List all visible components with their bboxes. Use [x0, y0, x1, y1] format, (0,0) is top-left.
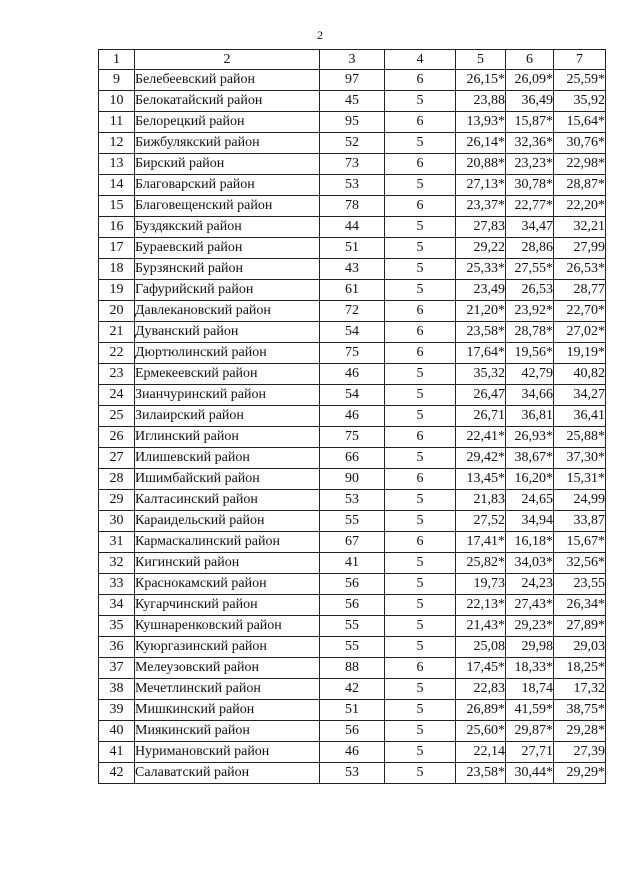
value-cell-5: 23,58*	[456, 322, 506, 343]
value-cell-3: 45	[320, 91, 385, 112]
value-cell-7: 28,77	[554, 280, 606, 301]
table-row	[99, 364, 606, 385]
value-cell-7: 26,34*	[554, 595, 606, 616]
table-row	[99, 259, 606, 280]
value-cell-6: 34,94	[506, 511, 554, 532]
row-number-cell: 41	[99, 742, 135, 763]
district-name-cell: Кушнаренковский район	[135, 616, 320, 637]
value-cell-3: 67	[320, 532, 385, 553]
value-cell-5: 23,37*	[456, 196, 506, 217]
district-name-cell: Мишкинский район	[135, 700, 320, 721]
district-name-cell: Илишевский район	[135, 448, 320, 469]
value-cell-4: 5	[385, 490, 456, 511]
value-cell-6: 26,53	[506, 280, 554, 301]
value-cell-5: 26,14*	[456, 133, 506, 154]
table-row	[99, 154, 606, 175]
value-cell-5: 22,13*	[456, 595, 506, 616]
value-cell-4: 6	[385, 427, 456, 448]
value-cell-7: 15,31*	[554, 469, 606, 490]
value-cell-7: 34,27	[554, 385, 606, 406]
value-cell-5: 20,88*	[456, 154, 506, 175]
table-row	[99, 301, 606, 322]
row-number-cell: 21	[99, 322, 135, 343]
value-cell-5: 27,52	[456, 511, 506, 532]
district-name-cell: Благоварский район	[135, 175, 320, 196]
value-cell-6: 28,78*	[506, 322, 554, 343]
value-cell-4: 5	[385, 385, 456, 406]
value-cell-3: 52	[320, 133, 385, 154]
value-cell-3: 41	[320, 553, 385, 574]
value-cell-3: 55	[320, 511, 385, 532]
district-name-cell: Давлекановский район	[135, 301, 320, 322]
value-cell-7: 28,87*	[554, 175, 606, 196]
district-name-cell: Зианчуринский район	[135, 385, 320, 406]
value-cell-7: 26,53*	[554, 259, 606, 280]
district-name-cell: Калтасинский район	[135, 490, 320, 511]
value-cell-6: 23,92*	[506, 301, 554, 322]
value-cell-3: 55	[320, 616, 385, 637]
value-cell-3: 88	[320, 658, 385, 679]
value-cell-7: 27,99	[554, 238, 606, 259]
value-cell-5: 27,83	[456, 217, 506, 238]
value-cell-4: 6	[385, 154, 456, 175]
value-cell-7: 27,39	[554, 742, 606, 763]
row-number-cell: 14	[99, 175, 135, 196]
value-cell-7: 35,92	[554, 91, 606, 112]
value-cell-7: 38,75*	[554, 700, 606, 721]
table-row	[99, 217, 606, 238]
value-cell-5: 22,14	[456, 742, 506, 763]
value-cell-6: 29,98	[506, 637, 554, 658]
value-cell-7: 30,76*	[554, 133, 606, 154]
value-cell-3: 44	[320, 217, 385, 238]
value-cell-5: 21,20*	[456, 301, 506, 322]
value-cell-4: 5	[385, 280, 456, 301]
value-cell-7: 29,29*	[554, 763, 606, 784]
value-cell-6: 16,20*	[506, 469, 554, 490]
value-cell-6: 41,59*	[506, 700, 554, 721]
value-cell-3: 53	[320, 490, 385, 511]
value-cell-7: 27,89*	[554, 616, 606, 637]
value-cell-6: 27,71	[506, 742, 554, 763]
value-cell-5: 35,32	[456, 364, 506, 385]
value-cell-7: 36,41	[554, 406, 606, 427]
value-cell-4: 5	[385, 679, 456, 700]
table-row	[99, 553, 606, 574]
column-header: 3	[320, 50, 385, 70]
value-cell-5: 26,47	[456, 385, 506, 406]
value-cell-3: 56	[320, 574, 385, 595]
value-cell-7: 22,98*	[554, 154, 606, 175]
value-cell-6: 36,81	[506, 406, 554, 427]
value-cell-6: 22,77*	[506, 196, 554, 217]
value-cell-4: 5	[385, 133, 456, 154]
row-number-cell: 12	[99, 133, 135, 154]
table-row	[99, 658, 606, 679]
district-name-cell: Зилаирский район	[135, 406, 320, 427]
row-number-cell: 19	[99, 280, 135, 301]
value-cell-7: 17,32	[554, 679, 606, 700]
value-cell-6: 18,74	[506, 679, 554, 700]
table-row	[99, 511, 606, 532]
value-cell-5: 25,08	[456, 637, 506, 658]
value-cell-5: 13,45*	[456, 469, 506, 490]
table-row	[99, 637, 606, 658]
row-number-cell: 35	[99, 616, 135, 637]
value-cell-3: 95	[320, 112, 385, 133]
district-name-cell: Буздякский район	[135, 217, 320, 238]
row-number-cell: 29	[99, 490, 135, 511]
value-cell-4: 5	[385, 91, 456, 112]
value-cell-6: 24,65	[506, 490, 554, 511]
value-cell-7: 18,25*	[554, 658, 606, 679]
row-number-cell: 36	[99, 637, 135, 658]
district-name-cell: Кигинский район	[135, 553, 320, 574]
district-name-cell: Белокатайский район	[135, 91, 320, 112]
value-cell-5: 27,13*	[456, 175, 506, 196]
table-row	[99, 679, 606, 700]
district-name-cell: Миякинский район	[135, 721, 320, 742]
table-row	[99, 763, 606, 784]
column-header: 1	[99, 50, 135, 70]
table-row	[99, 574, 606, 595]
value-cell-7: 37,30*	[554, 448, 606, 469]
value-cell-6: 23,23*	[506, 154, 554, 175]
row-number-cell: 13	[99, 154, 135, 175]
value-cell-4: 6	[385, 301, 456, 322]
value-cell-5: 17,41*	[456, 532, 506, 553]
value-cell-6: 27,43*	[506, 595, 554, 616]
value-cell-3: 61	[320, 280, 385, 301]
value-cell-7: 22,20*	[554, 196, 606, 217]
table-body	[99, 70, 606, 784]
value-cell-4: 5	[385, 511, 456, 532]
value-cell-5: 17,45*	[456, 658, 506, 679]
district-name-cell: Караидельский район	[135, 511, 320, 532]
district-name-cell: Бураевский район	[135, 238, 320, 259]
column-header: 2	[135, 50, 320, 70]
value-cell-7: 27,02*	[554, 322, 606, 343]
table-row	[99, 532, 606, 553]
row-number-cell: 16	[99, 217, 135, 238]
value-cell-4: 6	[385, 658, 456, 679]
value-cell-5: 26,15*	[456, 70, 506, 91]
table-row	[99, 385, 606, 406]
value-cell-7: 32,56*	[554, 553, 606, 574]
value-cell-6: 32,36*	[506, 133, 554, 154]
column-header: 5	[456, 50, 506, 70]
district-name-cell: Мечетлинский район	[135, 679, 320, 700]
value-cell-3: 53	[320, 175, 385, 196]
row-number-cell: 10	[99, 91, 135, 112]
value-cell-6: 30,44*	[506, 763, 554, 784]
row-number-cell: 38	[99, 679, 135, 700]
value-cell-3: 66	[320, 448, 385, 469]
value-cell-6: 42,79	[506, 364, 554, 385]
value-cell-3: 51	[320, 700, 385, 721]
table-row	[99, 742, 606, 763]
value-cell-3: 46	[320, 406, 385, 427]
row-number-cell: 17	[99, 238, 135, 259]
table-row	[99, 616, 606, 637]
table-row	[99, 70, 606, 91]
value-cell-7: 40,82	[554, 364, 606, 385]
value-cell-5: 13,93*	[456, 112, 506, 133]
table-row	[99, 721, 606, 742]
row-number-cell: 26	[99, 427, 135, 448]
district-name-cell: Дуванский район	[135, 322, 320, 343]
value-cell-5: 21,83	[456, 490, 506, 511]
value-cell-5: 23,49	[456, 280, 506, 301]
value-cell-4: 6	[385, 112, 456, 133]
table-row	[99, 700, 606, 721]
value-cell-3: 53	[320, 763, 385, 784]
row-number-cell: 22	[99, 343, 135, 364]
district-name-cell: Бирский район	[135, 154, 320, 175]
value-cell-3: 56	[320, 721, 385, 742]
value-cell-5: 25,60*	[456, 721, 506, 742]
value-cell-5: 25,82*	[456, 553, 506, 574]
value-cell-7: 15,64*	[554, 112, 606, 133]
value-cell-3: 75	[320, 343, 385, 364]
value-cell-3: 56	[320, 595, 385, 616]
value-cell-6: 26,93*	[506, 427, 554, 448]
value-cell-3: 51	[320, 238, 385, 259]
row-number-cell: 28	[99, 469, 135, 490]
row-number-cell: 15	[99, 196, 135, 217]
value-cell-6: 19,56*	[506, 343, 554, 364]
value-cell-3: 43	[320, 259, 385, 280]
district-name-cell: Гафурийский район	[135, 280, 320, 301]
district-name-cell: Благовещенский район	[135, 196, 320, 217]
value-cell-4: 5	[385, 742, 456, 763]
district-name-cell: Ишимбайский район	[135, 469, 320, 490]
value-cell-5: 26,89*	[456, 700, 506, 721]
value-cell-4: 5	[385, 259, 456, 280]
table-row	[99, 175, 606, 196]
table-row	[99, 112, 606, 133]
value-cell-4: 5	[385, 406, 456, 427]
value-cell-6: 38,67*	[506, 448, 554, 469]
row-number-cell: 39	[99, 700, 135, 721]
value-cell-4: 5	[385, 700, 456, 721]
value-cell-3: 97	[320, 70, 385, 91]
value-cell-6: 30,78*	[506, 175, 554, 196]
district-name-cell: Дюртюлинский район	[135, 343, 320, 364]
value-cell-7: 22,70*	[554, 301, 606, 322]
value-cell-4: 5	[385, 217, 456, 238]
value-cell-5: 29,22	[456, 238, 506, 259]
district-name-cell: Куюргазинский район	[135, 637, 320, 658]
value-cell-6: 29,23*	[506, 616, 554, 637]
value-cell-3: 54	[320, 385, 385, 406]
value-cell-5: 23,88	[456, 91, 506, 112]
value-cell-5: 21,43*	[456, 616, 506, 637]
value-cell-6: 16,18*	[506, 532, 554, 553]
value-cell-4: 6	[385, 469, 456, 490]
value-cell-5: 23,58*	[456, 763, 506, 784]
row-number-cell: 24	[99, 385, 135, 406]
table-row	[99, 427, 606, 448]
value-cell-5: 19,73	[456, 574, 506, 595]
table-row	[99, 595, 606, 616]
value-cell-6: 27,55*	[506, 259, 554, 280]
value-cell-4: 5	[385, 616, 456, 637]
value-cell-4: 6	[385, 343, 456, 364]
value-cell-6: 36,49	[506, 91, 554, 112]
table-header-row	[99, 50, 606, 70]
value-cell-4: 5	[385, 448, 456, 469]
value-cell-3: 42	[320, 679, 385, 700]
data-table	[98, 49, 606, 784]
row-number-cell: 23	[99, 364, 135, 385]
page-number: 2	[317, 28, 323, 42]
value-cell-4: 5	[385, 175, 456, 196]
value-cell-4: 6	[385, 322, 456, 343]
row-number-cell: 18	[99, 259, 135, 280]
value-cell-3: 75	[320, 427, 385, 448]
row-number-cell: 34	[99, 595, 135, 616]
row-number-cell: 40	[99, 721, 135, 742]
column-header: 6	[506, 50, 554, 70]
value-cell-7: 29,28*	[554, 721, 606, 742]
value-cell-7: 15,67*	[554, 532, 606, 553]
district-name-cell: Белебеевский район	[135, 70, 320, 91]
table-row	[99, 91, 606, 112]
value-cell-7: 23,55	[554, 574, 606, 595]
value-cell-4: 5	[385, 763, 456, 784]
value-cell-5: 22,83	[456, 679, 506, 700]
row-number-cell: 31	[99, 532, 135, 553]
value-cell-7: 25,88*	[554, 427, 606, 448]
table-row	[99, 322, 606, 343]
value-cell-7: 25,59*	[554, 70, 606, 91]
value-cell-3: 55	[320, 637, 385, 658]
value-cell-6: 18,33*	[506, 658, 554, 679]
table-row	[99, 343, 606, 364]
value-cell-6: 29,87*	[506, 721, 554, 742]
row-number-cell: 33	[99, 574, 135, 595]
value-cell-4: 5	[385, 595, 456, 616]
value-cell-5: 26,71	[456, 406, 506, 427]
value-cell-4: 6	[385, 70, 456, 91]
value-cell-6: 28,86	[506, 238, 554, 259]
value-cell-3: 46	[320, 742, 385, 763]
row-number-cell: 30	[99, 511, 135, 532]
value-cell-6: 15,87*	[506, 112, 554, 133]
value-cell-4: 6	[385, 532, 456, 553]
table-row	[99, 238, 606, 259]
row-number-cell: 27	[99, 448, 135, 469]
value-cell-4: 5	[385, 637, 456, 658]
column-header: 4	[385, 50, 456, 70]
value-cell-4: 6	[385, 196, 456, 217]
table-row	[99, 469, 606, 490]
value-cell-3: 72	[320, 301, 385, 322]
table-row	[99, 196, 606, 217]
value-cell-5: 22,41*	[456, 427, 506, 448]
value-cell-7: 19,19*	[554, 343, 606, 364]
district-name-cell: Бижбулякский район	[135, 133, 320, 154]
value-cell-3: 73	[320, 154, 385, 175]
district-name-cell: Кармаскалинский район	[135, 532, 320, 553]
table-row	[99, 406, 606, 427]
value-cell-5: 25,33*	[456, 259, 506, 280]
row-number-cell: 25	[99, 406, 135, 427]
value-cell-7: 29,03	[554, 637, 606, 658]
district-name-cell: Краснокамский район	[135, 574, 320, 595]
district-name-cell: Ермекеевский район	[135, 364, 320, 385]
table-row	[99, 280, 606, 301]
value-cell-5: 17,64*	[456, 343, 506, 364]
value-cell-3: 78	[320, 196, 385, 217]
district-name-cell: Бурзянский район	[135, 259, 320, 280]
district-name-cell: Мелеузовский район	[135, 658, 320, 679]
table-row	[99, 448, 606, 469]
value-cell-7: 32,21	[554, 217, 606, 238]
district-name-cell: Салаватский район	[135, 763, 320, 784]
district-name-cell: Белорецкий район	[135, 112, 320, 133]
row-number-cell: 9	[99, 70, 135, 91]
district-name-cell: Нуримановский район	[135, 742, 320, 763]
value-cell-3: 54	[320, 322, 385, 343]
district-name-cell: Кугарчинский район	[135, 595, 320, 616]
district-name-cell: Иглинский район	[135, 427, 320, 448]
value-cell-4: 5	[385, 553, 456, 574]
value-cell-5: 29,42*	[456, 448, 506, 469]
value-cell-6: 34,47	[506, 217, 554, 238]
table-row	[99, 490, 606, 511]
table-row	[99, 133, 606, 154]
value-cell-6: 26,09*	[506, 70, 554, 91]
value-cell-4: 5	[385, 721, 456, 742]
value-cell-4: 5	[385, 574, 456, 595]
value-cell-3: 46	[320, 364, 385, 385]
value-cell-3: 90	[320, 469, 385, 490]
row-number-cell: 20	[99, 301, 135, 322]
row-number-cell: 32	[99, 553, 135, 574]
column-header: 7	[554, 50, 606, 70]
value-cell-4: 5	[385, 364, 456, 385]
value-cell-7: 24,99	[554, 490, 606, 511]
value-cell-6: 34,03*	[506, 553, 554, 574]
value-cell-7: 33,87	[554, 511, 606, 532]
value-cell-4: 5	[385, 238, 456, 259]
row-number-cell: 42	[99, 763, 135, 784]
row-number-cell: 11	[99, 112, 135, 133]
value-cell-6: 34,66	[506, 385, 554, 406]
value-cell-6: 24,23	[506, 574, 554, 595]
row-number-cell: 37	[99, 658, 135, 679]
